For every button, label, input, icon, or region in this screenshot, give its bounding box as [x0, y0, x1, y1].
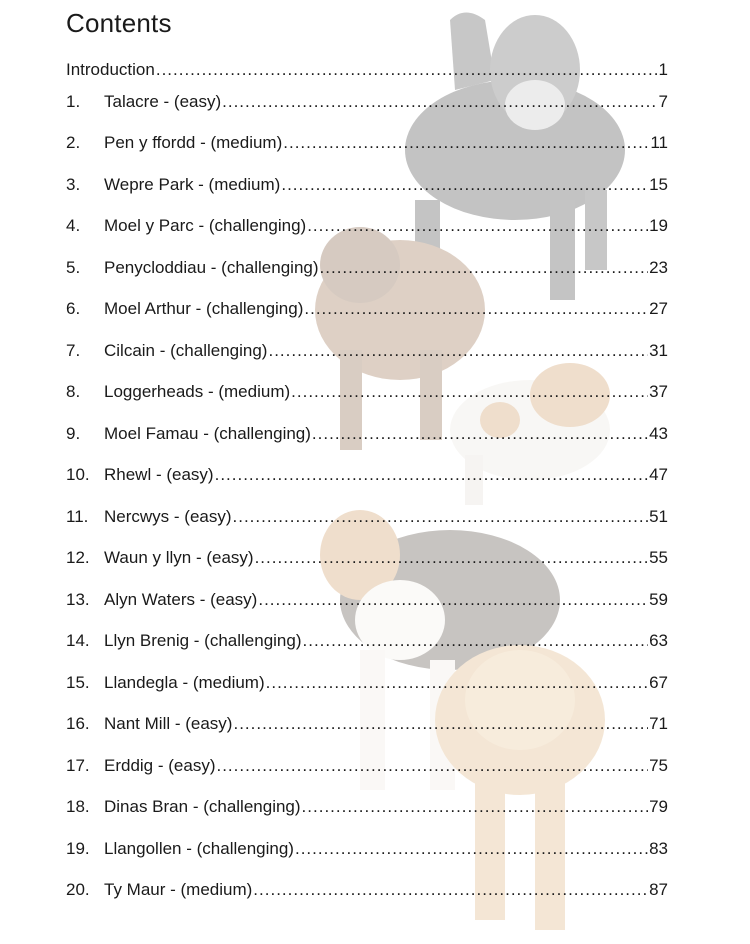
dot-leader: [266, 672, 648, 694]
dot-leader: [255, 547, 649, 569]
toc-entry-page-number: 11: [650, 133, 668, 152]
toc-entry-page-number: 63: [649, 631, 668, 650]
toc-entry-page-number: 47: [649, 465, 668, 484]
toc-entry-number: 4.: [66, 216, 81, 235]
toc-entry-label: Waun y llyn - (easy): [104, 548, 254, 567]
toc-entry[interactable]: [66, 506, 668, 528]
toc-entry-number: 8.: [66, 382, 81, 401]
dot-leader: [283, 132, 649, 154]
toc-entry-page-number: 79: [649, 797, 668, 816]
toc-entry-page-number: 51: [649, 507, 668, 526]
dot-leader: [253, 879, 648, 901]
toc-entry-number: 7.: [66, 341, 81, 360]
toc-entry-number: 5.: [66, 258, 81, 277]
toc-entry-number: 20.: [66, 880, 90, 899]
toc-entry[interactable]: [66, 464, 668, 486]
toc-entry-label: Moel Famau - (challenging): [104, 424, 311, 443]
dot-leader: [215, 464, 648, 486]
toc-entry-page-number: 15: [649, 175, 668, 194]
dot-leader: [303, 630, 649, 652]
toc-entry-label: Llandegla - (medium): [104, 673, 265, 692]
toc-entry-number: 16.: [66, 714, 90, 733]
toc-entry-label: Moel Arthur - (challenging): [104, 299, 304, 318]
toc-entry-page-number: 37: [649, 382, 668, 401]
toc-entry-label: Rhewl - (easy): [104, 465, 214, 484]
toc-entry-number: 14.: [66, 631, 90, 650]
dot-leader: [268, 340, 648, 362]
toc-entry[interactable]: [66, 298, 668, 320]
dot-leader: [233, 506, 649, 528]
toc-entry-number: 1.: [66, 92, 81, 111]
toc-entry[interactable]: [66, 672, 668, 694]
toc-entry[interactable]: [66, 713, 668, 735]
toc-entry-introduction[interactable]: [66, 59, 668, 81]
toc-entry[interactable]: [66, 796, 668, 818]
toc-entry-page-number: 75: [649, 756, 668, 775]
toc-entry-page-number: 7: [658, 92, 668, 111]
toc-entry-label: Penycloddiau - (challenging): [104, 258, 319, 277]
toc-entry-page-number: 43: [649, 424, 668, 443]
dot-leader: [304, 298, 648, 320]
toc-entry-label: Ty Maur - (medium): [104, 880, 253, 899]
toc-entry[interactable]: [66, 423, 668, 445]
toc-entry-number: 18.: [66, 797, 90, 816]
toc-entry[interactable]: [66, 215, 668, 237]
dot-leader: [233, 713, 648, 735]
toc-entry-label: Erddig - (easy): [104, 756, 216, 775]
toc-entry[interactable]: [66, 340, 668, 362]
toc-entry-label: Cilcain - (challenging): [104, 341, 268, 360]
toc-entry-label: Moel y Parc - (challenging): [104, 216, 307, 235]
dot-leader: [216, 755, 648, 777]
dot-leader: [222, 91, 657, 113]
toc-entry-page-number: 83: [649, 839, 668, 858]
dot-leader: [307, 215, 648, 237]
toc-entry-label: Llangollen - (challenging): [104, 839, 294, 858]
toc-entry-number: 10.: [66, 465, 90, 484]
toc-entry-label: Nant Mill - (easy): [104, 714, 233, 733]
toc-entry-number: 15.: [66, 673, 90, 692]
toc-entry-label: Talacre - (easy): [104, 92, 222, 111]
toc-entry-page-number: 19: [649, 216, 668, 235]
dot-leader: [281, 174, 648, 196]
toc-entry[interactable]: [66, 257, 668, 279]
toc-entry-label: Introduction: [66, 60, 155, 79]
toc-entry-label: Alyn Waters - (easy): [104, 590, 258, 609]
dot-leader: [320, 257, 649, 279]
toc-entry-label: Wepre Park - (medium): [104, 175, 281, 194]
toc-entry-number: 13.: [66, 590, 90, 609]
toc-entry-number: 2.: [66, 133, 81, 152]
toc-entry-page-number: 67: [649, 673, 668, 692]
toc-entry-page-number: 87: [649, 880, 668, 899]
toc-entry[interactable]: [66, 132, 668, 154]
toc-entry[interactable]: [66, 755, 668, 777]
dot-leader: [302, 796, 649, 818]
dot-leader: [291, 381, 648, 403]
toc-entry-page-number: 1: [658, 60, 668, 79]
toc-entry[interactable]: [66, 547, 668, 569]
toc-entry[interactable]: [66, 91, 668, 113]
toc-entry-page-number: 71: [649, 714, 668, 733]
toc-entry-page-number: 31: [649, 341, 668, 360]
dot-leader: [258, 589, 648, 611]
toc-entry-number: 12.: [66, 548, 90, 567]
dot-leader: [156, 59, 658, 81]
toc-entry[interactable]: [66, 589, 668, 611]
toc-entry-number: 9.: [66, 424, 81, 443]
toc-entry[interactable]: [66, 630, 668, 652]
toc-entry[interactable]: [66, 838, 668, 860]
page-title: Contents: [66, 8, 172, 38]
toc-entry-page-number: 27: [649, 299, 668, 318]
toc-entry[interactable]: [66, 174, 668, 196]
toc-entry-label: Dinas Bran - (challenging): [104, 797, 301, 816]
toc-entry-page-number: 55: [649, 548, 668, 567]
toc-entry-page-number: 59: [649, 590, 668, 609]
toc-entry-number: 11.: [66, 507, 89, 526]
toc-entry-page-number: 23: [649, 258, 668, 277]
toc-entry-number: 17.: [66, 756, 90, 775]
toc-entry-label: Loggerheads - (medium): [104, 382, 291, 401]
dot-leader: [312, 423, 648, 445]
toc-entry-label: Nercwys - (easy): [104, 507, 232, 526]
toc-entry-label: Llyn Brenig - (challenging): [104, 631, 302, 650]
toc-entry-number: 6.: [66, 299, 81, 318]
toc-entry[interactable]: [66, 879, 668, 901]
dot-leader: [295, 838, 648, 860]
toc-entry-number: 3.: [66, 175, 81, 194]
toc-entry-label: Pen y ffordd - (medium): [104, 133, 283, 152]
toc-entry[interactable]: [66, 381, 668, 403]
toc-entry-number: 19.: [66, 839, 90, 858]
